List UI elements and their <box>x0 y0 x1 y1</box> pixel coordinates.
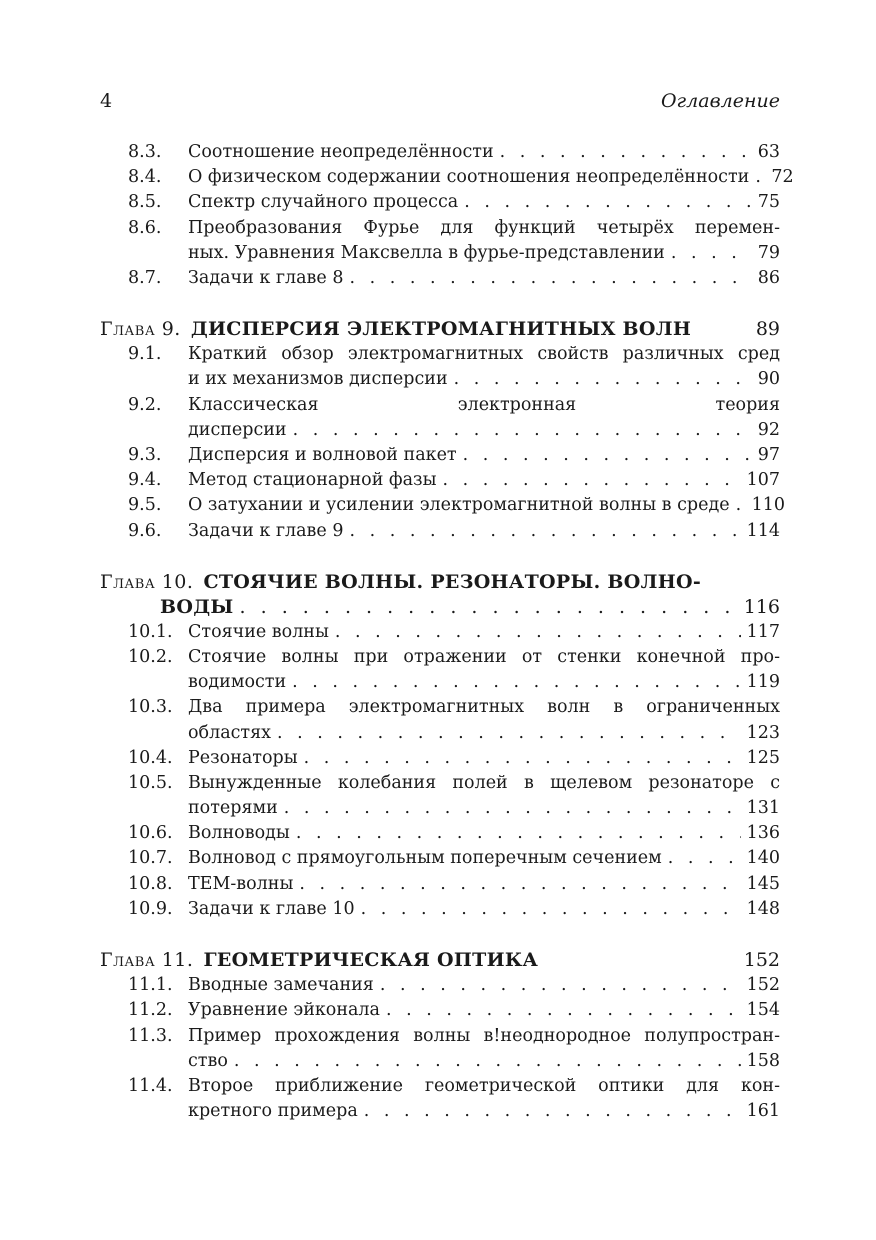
section-title: Вынужденные колебания полей в щелевом резонаторе с <box>188 772 780 793</box>
running-title: Оглавление <box>660 90 780 112</box>
section-number-cell <box>100 695 188 745</box>
section-page: 152 <box>746 975 780 996</box>
section-number-cell <box>100 1074 188 1124</box>
toc-entry[interactable] <box>100 165 794 190</box>
section-body <box>188 140 780 165</box>
dot-leader <box>335 620 741 645</box>
section-number: 10.1. <box>128 621 173 642</box>
section-title-line <box>188 645 780 670</box>
dot-leader <box>500 140 752 165</box>
section-title: Задачи к главе 9 <box>188 520 344 541</box>
section-body <box>188 468 780 493</box>
section-page: 72 <box>771 167 794 188</box>
section-body <box>188 519 780 544</box>
section-title: Спектр случайного процесса <box>188 192 459 213</box>
section-body <box>188 393 780 443</box>
toc-entry[interactable] <box>100 216 780 266</box>
section-page: 125 <box>746 747 780 768</box>
section-number: 11.3. <box>128 1025 173 1046</box>
dot-leader <box>277 721 741 746</box>
section-title: Второе приближение геометрической оптики для кон- <box>188 1075 780 1096</box>
dot-leader <box>296 821 741 846</box>
section-page: 79 <box>757 242 780 263</box>
section-title: областях <box>188 722 272 743</box>
section-number-cell <box>100 872 188 897</box>
chapter-block <box>100 140 794 291</box>
section-title-line <box>188 897 780 922</box>
section-page: 75 <box>757 192 780 213</box>
section-number: 9.5. <box>128 495 162 516</box>
section-number-cell <box>100 771 188 821</box>
toc-entry[interactable] <box>100 897 780 922</box>
chapter-title: ГЕОМЕТРИЧЕСКАЯ ОПТИКА <box>203 949 539 972</box>
section-title-line <box>188 846 780 871</box>
chapter-page: 152 <box>743 949 780 972</box>
chapter-page: 89 <box>755 318 780 341</box>
section-title: Задачи к главе 8 <box>188 267 344 288</box>
dot-leader <box>349 519 740 544</box>
dot-leader <box>380 973 741 998</box>
section-page: 140 <box>746 848 780 869</box>
section-page: 131 <box>746 798 780 819</box>
dot-leader <box>668 846 741 871</box>
section-body <box>188 216 780 266</box>
dot-leader <box>304 746 741 771</box>
dot-leader <box>671 241 752 266</box>
chapter-title: ВОДЫ <box>160 595 234 618</box>
chapter-prefix: Глава 9. <box>100 318 181 341</box>
section-title-line <box>188 796 780 821</box>
section-title: Вводные замечания <box>188 975 374 996</box>
section-title-line <box>188 342 780 367</box>
section-page: 117 <box>746 621 780 642</box>
section-title-line <box>188 241 780 266</box>
section-title-line <box>188 266 780 291</box>
section-page: 123 <box>746 722 780 743</box>
section-title-line <box>188 493 785 518</box>
dot-leader <box>299 872 740 897</box>
toc-entry[interactable] <box>100 821 780 846</box>
chapter-block <box>100 317 785 544</box>
section-title: водимости <box>188 672 287 693</box>
toc-entry[interactable] <box>100 973 780 998</box>
page-number: 4 <box>100 90 113 112</box>
section-number: 9.6. <box>128 520 162 541</box>
section-page: 158 <box>746 1050 780 1071</box>
section-number-cell <box>100 493 188 518</box>
section-title-line <box>188 821 780 846</box>
section-title: Соотношение неопределённости <box>188 142 494 162</box>
section-title-line <box>188 519 780 544</box>
toc-entry[interactable] <box>100 695 780 745</box>
section-title-line <box>188 1099 780 1124</box>
section-title: Краткий обзор электромагнитных свойств различных сред <box>188 344 780 365</box>
section-number: 11.2. <box>128 1000 173 1021</box>
section-number: 10.8. <box>128 873 173 894</box>
section-number-cell <box>100 846 188 871</box>
toc-entry[interactable] <box>100 1074 780 1124</box>
section-title: О затухании и усилении электромагнитной волны в среде <box>188 495 730 516</box>
section-body <box>188 998 780 1023</box>
toc-entry[interactable] <box>100 846 780 871</box>
section-page: 136 <box>746 823 780 844</box>
section-page: 119 <box>746 672 780 693</box>
chapter-prefix: Глава 11. <box>100 949 194 972</box>
chapter-heading[interactable] <box>100 948 780 973</box>
section-number: 10.7. <box>128 848 173 869</box>
section-number: 9.1. <box>128 344 162 365</box>
section-title-line <box>188 670 780 695</box>
dot-leader <box>386 998 741 1023</box>
toc-entry[interactable] <box>100 342 780 392</box>
section-title-line <box>188 721 780 746</box>
section-title: Резонаторы <box>188 747 298 768</box>
section-page: 148 <box>746 898 780 919</box>
section-number-cell <box>100 998 188 1023</box>
section-page: 90 <box>757 369 780 390</box>
section-body <box>188 746 780 771</box>
dot-leader <box>349 266 751 291</box>
toc-entry[interactable] <box>100 872 780 897</box>
section-title: Дисперсия и волновой пакет <box>188 444 457 465</box>
toc-entry[interactable] <box>100 620 780 645</box>
toc-entry[interactable] <box>100 140 780 165</box>
section-title-line <box>188 1049 780 1074</box>
dot-leader <box>234 1049 741 1074</box>
section-number: 8.7. <box>128 267 162 288</box>
section-body <box>188 1074 780 1124</box>
section-page: 110 <box>751 495 785 516</box>
page-header <box>100 90 780 116</box>
section-title: ство <box>188 1050 228 1071</box>
section-title-line <box>188 1024 780 1049</box>
section-number-cell <box>100 897 188 922</box>
section-body <box>188 1024 780 1074</box>
section-number: 10.9. <box>128 898 173 919</box>
section-title: О физическом содержании соотношения неопределённости <box>188 167 750 188</box>
toc-entry[interactable] <box>100 746 780 771</box>
section-number: 10.4. <box>128 747 173 768</box>
dot-leader <box>361 897 741 922</box>
section-number-cell <box>100 1024 188 1074</box>
section-page: 97 <box>757 444 780 465</box>
section-number-cell <box>100 140 188 165</box>
section-title: дисперсии <box>188 419 287 440</box>
section-number-cell <box>100 266 188 291</box>
section-title: потерями <box>188 798 278 819</box>
toc-entry[interactable] <box>100 443 780 468</box>
section-title: Уравнение эйконала <box>188 1000 380 1021</box>
dot-leader <box>293 418 752 443</box>
chapter-block <box>100 570 780 922</box>
dot-leader <box>240 595 738 620</box>
section-title: ных. Уравнения Максвелла в фурье-представлении <box>188 242 665 263</box>
section-title: Задачи к главе 10 <box>188 898 355 919</box>
section-title: ТЕМ-волны <box>188 873 294 894</box>
section-number: 8.3. <box>128 142 162 162</box>
section-title: Волновод с прямоугольным поперечным сечением <box>188 848 662 869</box>
toc-entry[interactable] <box>100 190 780 215</box>
section-body <box>188 493 785 518</box>
section-number-cell <box>100 216 188 266</box>
section-title: кретного примера <box>188 1101 358 1122</box>
section-body <box>188 645 780 695</box>
section-title: Классическая электронная теория <box>188 394 780 415</box>
section-number: 9.4. <box>128 470 162 491</box>
toc-entry[interactable] <box>100 519 780 544</box>
section-number-cell <box>100 443 188 468</box>
section-title-line <box>188 872 780 897</box>
section-page: 107 <box>746 470 780 491</box>
dot-leader <box>755 165 765 190</box>
table-of-contents <box>100 140 794 1150</box>
toc-entry[interactable] <box>100 645 780 695</box>
section-body <box>188 443 780 468</box>
section-title-line <box>188 165 794 190</box>
dot-leader <box>364 1099 741 1124</box>
toc-entry[interactable] <box>100 998 780 1023</box>
dot-leader <box>463 443 752 468</box>
dot-leader <box>454 367 752 392</box>
section-title: Стоячие волны при отражении от стенки конечной про- <box>188 646 780 667</box>
section-number-cell <box>100 620 188 645</box>
toc-entry[interactable] <box>100 771 780 821</box>
section-page: 86 <box>757 267 780 288</box>
section-body <box>188 266 780 291</box>
section-number: 11.1. <box>128 975 173 996</box>
dot-leader <box>284 796 741 821</box>
section-page: 63 <box>757 142 780 162</box>
section-number-cell <box>100 746 188 771</box>
dot-leader <box>292 670 740 695</box>
section-body <box>188 821 780 846</box>
section-body <box>188 897 780 922</box>
section-number: 10.3. <box>128 697 173 718</box>
section-number: 9.2. <box>128 394 162 415</box>
section-number-cell <box>100 393 188 443</box>
section-body <box>188 165 794 190</box>
section-title: Волноводы <box>188 823 290 844</box>
section-number-cell <box>100 519 188 544</box>
section-body <box>188 846 780 871</box>
section-page: 92 <box>757 419 780 440</box>
section-title-line <box>188 216 780 241</box>
section-number: 11.4. <box>128 1075 173 1096</box>
section-title-line <box>188 140 780 165</box>
section-title-line <box>188 998 780 1023</box>
section-title: Пример прохождения волны в!неоднородное полупростран- <box>188 1025 780 1046</box>
section-body <box>188 771 780 821</box>
chapter-prefix: Глава 10. <box>100 570 194 593</box>
section-title: Стоячие волны <box>188 621 329 642</box>
section-title-line <box>188 393 780 418</box>
section-page: 154 <box>746 1000 780 1021</box>
section-number: 8.4. <box>128 167 162 188</box>
section-title-line <box>188 1074 780 1099</box>
toc-entry[interactable] <box>100 493 785 518</box>
chapter-heading[interactable] <box>100 317 780 342</box>
section-title: Преобразования Фурье для функций четырёх перемен- <box>188 217 780 238</box>
section-title-line <box>188 468 780 493</box>
section-page: 114 <box>746 520 780 541</box>
section-number-cell <box>100 468 188 493</box>
section-title-line <box>188 695 780 720</box>
section-title-line <box>188 190 780 215</box>
section-title: Метод стационарной фазы <box>188 470 437 491</box>
section-title-line <box>188 418 780 443</box>
section-number-cell <box>100 165 188 190</box>
section-number: 8.6. <box>128 217 162 238</box>
chapter-heading[interactable] <box>100 570 780 595</box>
section-number: 10.5. <box>128 772 173 793</box>
section-title: и их механизмов дисперсии <box>188 369 448 390</box>
dot-leader <box>464 190 752 215</box>
section-title-line <box>188 973 780 998</box>
section-number-cell <box>100 645 188 695</box>
chapter-page: 116 <box>743 595 780 618</box>
section-page: 161 <box>746 1101 780 1122</box>
section-body <box>188 620 780 645</box>
section-number: 8.5. <box>128 192 162 213</box>
chapter-block <box>100 948 780 1124</box>
section-number-cell <box>100 973 188 998</box>
section-body <box>188 342 780 392</box>
section-body <box>188 973 780 998</box>
section-title-line <box>188 771 780 796</box>
section-title-line <box>188 620 780 645</box>
chapter-title: СТОЯЧИЕ ВОЛНЫ. РЕЗОНАТОРЫ. ВОЛНО- <box>203 570 702 593</box>
section-page: 145 <box>746 873 780 894</box>
chapter-title: ДИСПЕРСИЯ ЭЛЕКТРОМАГНИТНЫХ ВОЛН <box>190 318 692 341</box>
toc-entry[interactable] <box>100 266 780 291</box>
section-number: 10.6. <box>128 823 173 844</box>
section-title: Два примера электромагнитных волн в ограниченных <box>188 697 780 718</box>
section-title-line <box>188 443 780 468</box>
section-body <box>188 695 780 745</box>
section-number-cell <box>100 821 188 846</box>
section-number: 9.3. <box>128 444 162 465</box>
section-body <box>188 872 780 897</box>
toc-entry[interactable] <box>100 468 780 493</box>
toc-entry[interactable] <box>100 1024 780 1074</box>
toc-entry[interactable] <box>100 393 780 443</box>
section-title-line <box>188 746 780 771</box>
chapter-heading[interactable] <box>100 595 780 620</box>
section-title-line <box>188 367 780 392</box>
section-body <box>188 190 780 215</box>
dot-leader <box>443 468 741 493</box>
section-number-cell <box>100 342 188 392</box>
section-number: 10.2. <box>128 646 173 667</box>
section-number-cell <box>100 190 188 215</box>
dot-leader <box>736 493 746 518</box>
